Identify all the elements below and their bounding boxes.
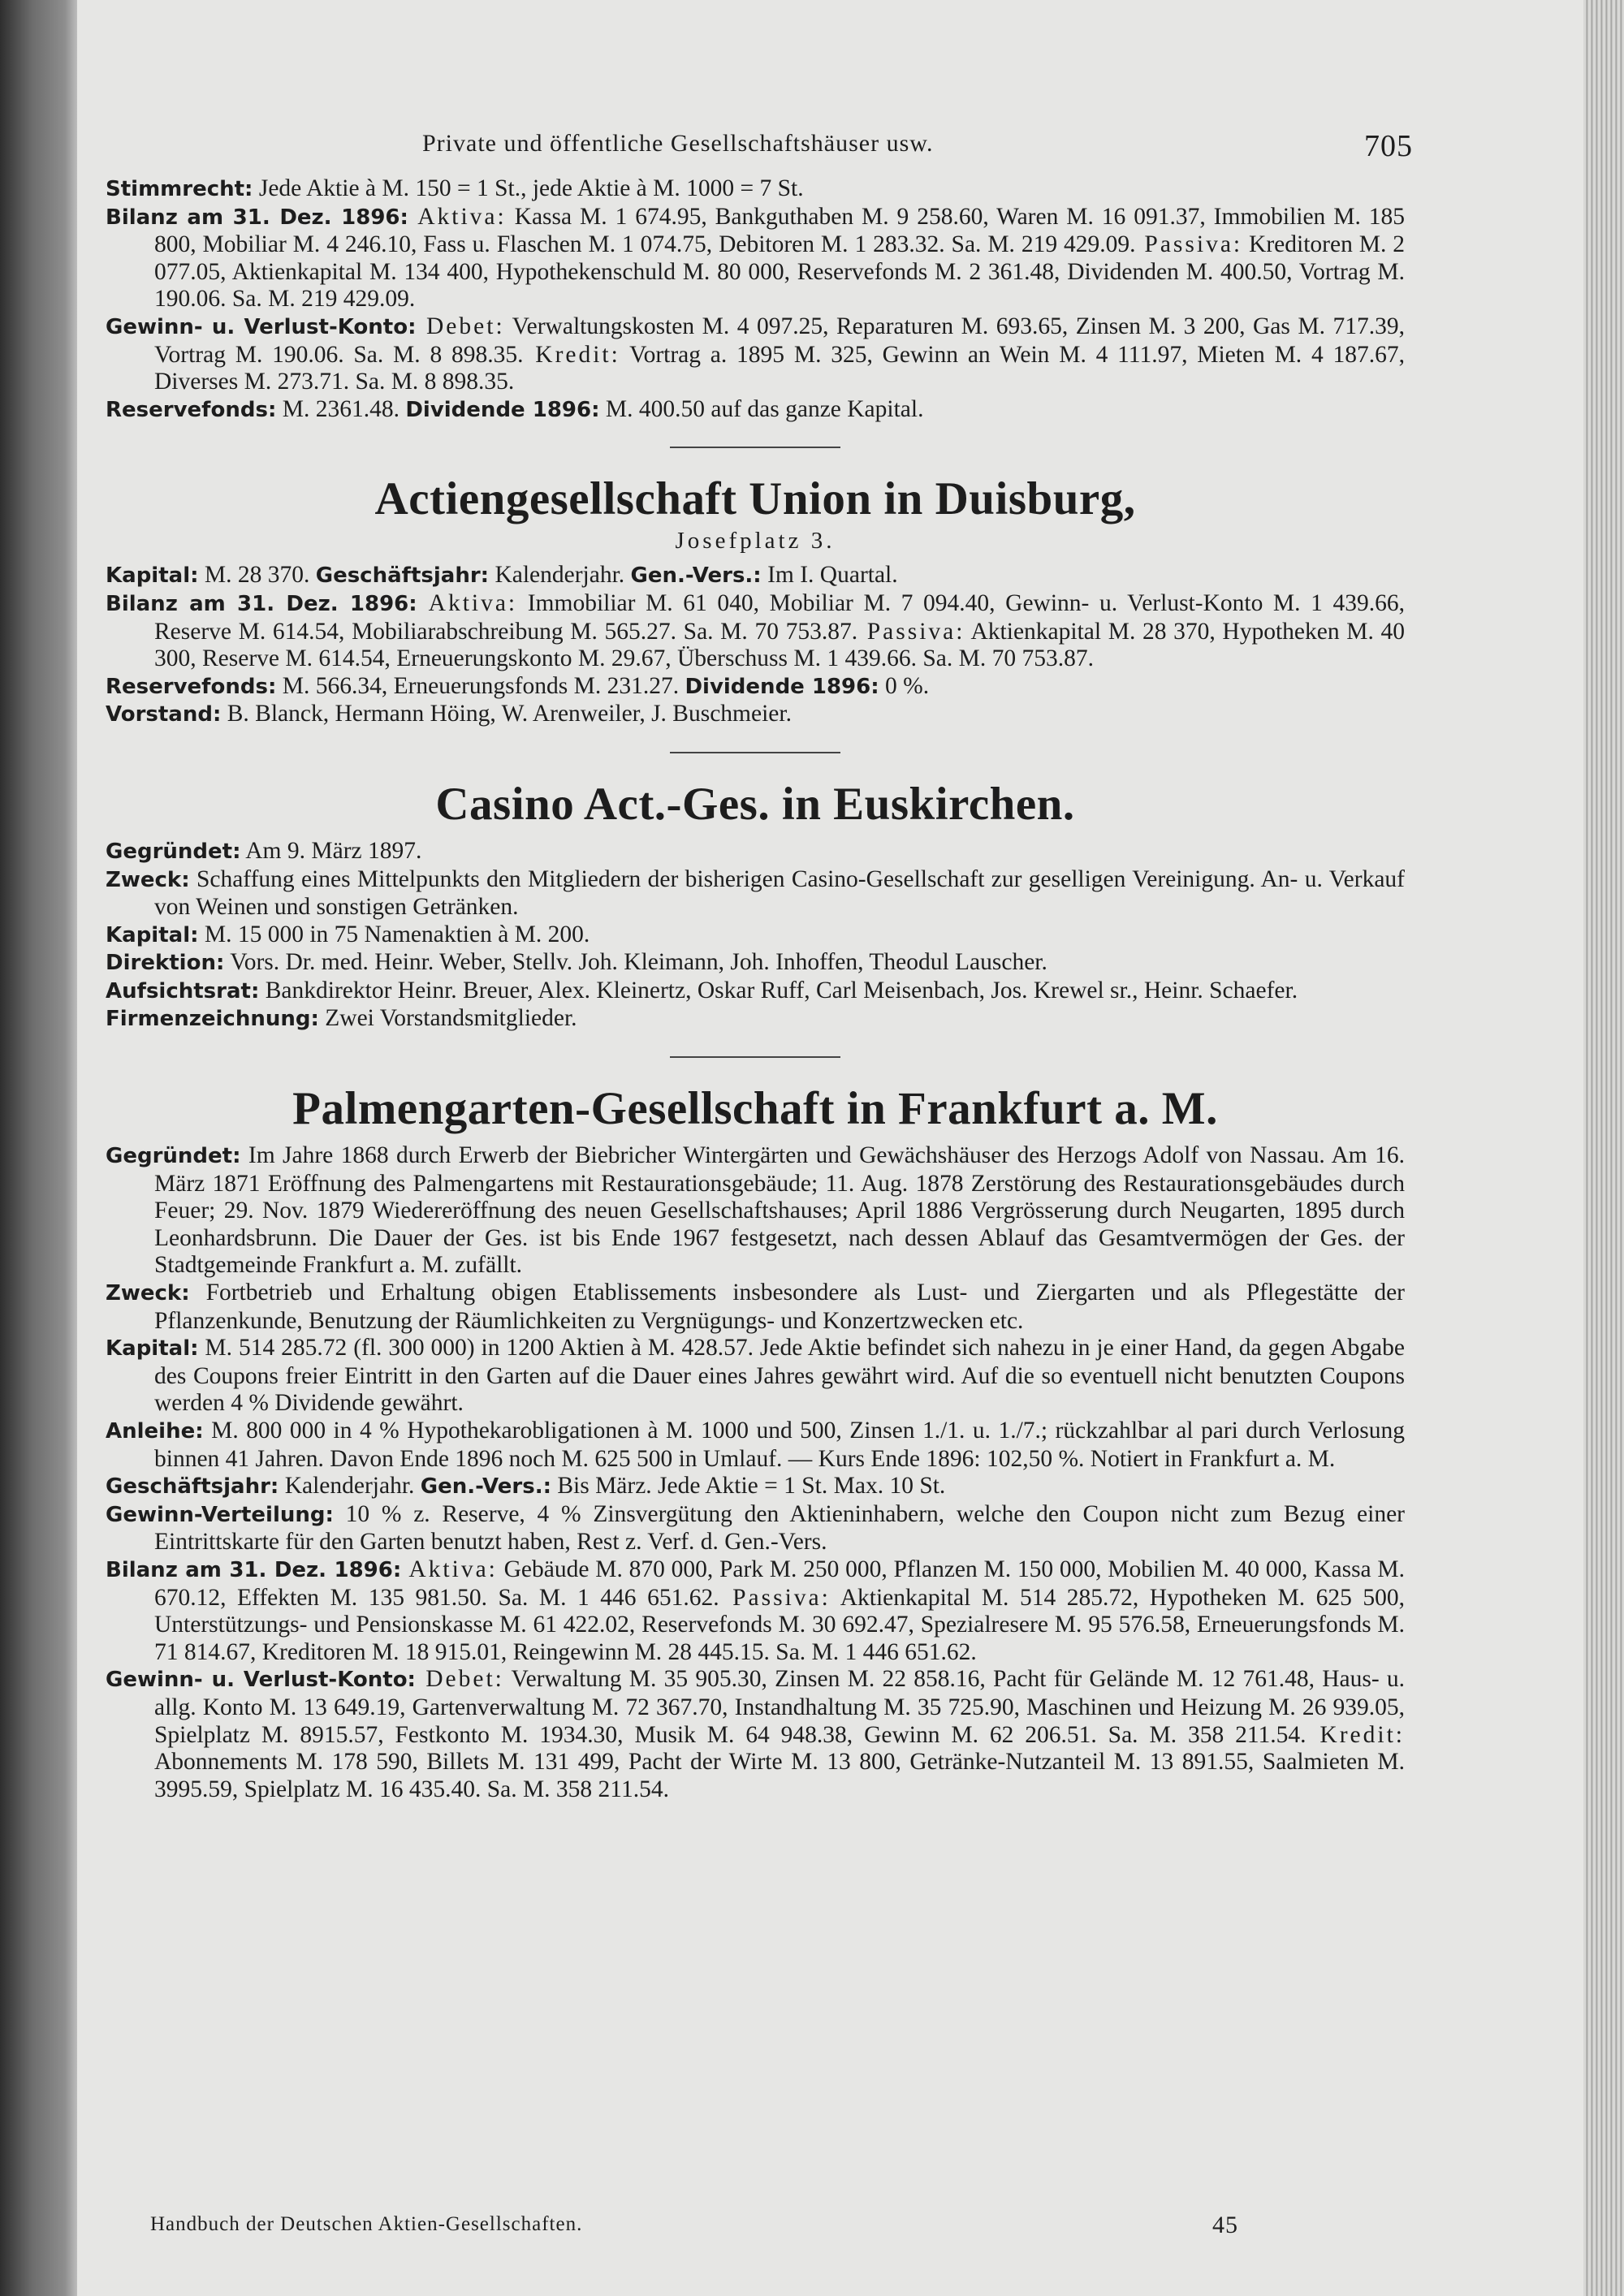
document-body [106,175,1405,1803]
entry-paragraph [106,673,1405,701]
field-key: Kapital: [106,1336,199,1362]
entry-paragraph [106,1335,1405,1418]
signature-mark: 45 [1212,2212,1238,2238]
footer-title: Handbuch der Deutschen Aktien-Gesellschaften. [150,2213,583,2235]
field-key: Aufsichtsrat: [106,978,260,1003]
field-text: Vortrag a. 1895 M. 325, Gewinn an Wein M. 4 111.97, Mieten M. 4 187.67, Diverses M. 273.71. Sa. M. 8 898.35. [154,341,1405,395]
field-text: Im I. Quartal. [761,562,898,589]
field-key: Zweck: [106,867,190,892]
field-key: Kapital: [106,922,199,947]
field-text: Vors. Dr. med. Heinr. Weber, Stellv. Joh. Kleimann, Joh. Inhoffen, Theodul Lauscher. [224,949,1047,976]
field-key: Gewinn- u. Verlust-Konto: [106,1668,416,1693]
account-side-label: Debet: [416,313,505,339]
field-text: Aktienkapital M. 514 285.72, Hypotheken M. 625 500, Unterstützungs- und Pensionskasse M. 61 422.02, Reservefonds M. 30 692.47, Spezialresere M. 95 576.58, Erneuerungsfonds M. 71 814.67, Kreditoren M. 18 915.01, Reingewinn M. 28 445.15. Sa. M. 1 446 651.62. [154,1584,1405,1665]
field-key: Vorstand: [106,702,222,727]
field-text: Kreditoren M. 2 077.05, Aktienkapital M. 134 400, Hypothekenschuld M. 80 000, Reservefonds M. 2 361.48, Dividenden M. 400.50, Vortrag M. 190.06. Sa. M. 219 429.09. [154,231,1406,313]
field-text: Zwei Vorstandsmitglieder. [318,1005,577,1032]
entry-paragraph [106,921,1405,950]
field-text: M. 514 285.72 (fl. 300 000) in 1200 Aktien à M. 428.57. Jede Aktie befindet sich nahezu in je einer Hand, da gegen Abgabe des Coupons freier Eintritt in den Garten auf die Dauer eines Jahres gewährt wird. Auf die so eventuell nicht benutzten Coupons werden 4 % Dividende gewährt. [154,1335,1405,1417]
field-text: Fortbetrieb und Erhaltung obigen Etablissements insbesondere als Lust- und Ziergarten und als Pflegestätte der Pflanzenkunde, Benutzung der Räumlichkeiten zu Vergnügungs- und Konzertzwecken etc. [154,1280,1405,1334]
field-text: Abonnements M. 178 590, Billets M. 131 499, Pacht der Wirte M. 13 800, Getränke-Nutzanteil M. 13 891.55, Saalmieten M. 3995.59, Spielplatz M. 16 435.40. Sa. M. 358 211.54. [154,1749,1405,1802]
account-side-label: Passiva: [1135,231,1243,258]
company-heading: Palmengarten-Gesellschaft in Frankfurt a. M. [292,1083,1218,1135]
entry-paragraph [106,590,1405,673]
account-side-label: Debet: [415,1666,504,1693]
field-text: M. 15 000 in 75 Namenaktien à M. 200. [198,921,590,947]
field-text: M. 800 000 in 4 % Hypothekarobligationen à M. 1000 und 500, Zinsen 1./1. u. 1./7.; rückzahlbar al pari durch Verlosung binnen 41 Jahren. Davon Ende 1896 noch M. 625 500 in Umlauf. — Kurs Ende 1896: 102,50 %. Notiert in Frankfurt a. M. [154,1418,1405,1472]
section-divider [670,1056,840,1058]
field-text: Kassa M. 1 674.95, Bankguthaben M. 9 258.60, Waren M. 16 091.37, Immobilien M. 185 800, Mobiliar M. 4 246.10, Fass u. Flaschen M. 1 074.75, Debitoren M. 1 283.32. Sa. M. 219 429.09. [154,203,1406,258]
entry-paragraph [106,313,1405,396]
section-divider [670,752,840,753]
entry-paragraph [106,1280,1405,1335]
account-side-label: Passiva: [719,1584,831,1611]
company-heading: Actiengesellschaft Union in Duisburg, [374,473,1136,525]
entry-paragraph [106,1501,1405,1556]
field-text: Gebäude M. 870 000, Park M. 250 000, Pflanzen M. 150 000, Mobilien M. 40 000, Kassa M. 670.12, Effekten M. 135 981.50. Sa. M. 1 446 651.62. [154,1556,1406,1611]
field-key: Gewinn- u. Verlust-Konto: [106,314,417,339]
field-key: Bilanz am 31. Dez. 1896: [106,1557,402,1582]
field-key: Zweck: [106,1281,190,1306]
company-entry [106,175,1405,424]
entry-paragraph [106,866,1405,921]
field-key: Geschäftsjahr: [315,563,490,589]
field-key: Reservefonds: [106,674,277,699]
field-text: Kalenderjahr. [489,562,631,589]
field-key: Bilanz am 31. Dez. 1896: [106,205,408,230]
company-entry [106,447,1405,729]
field-key: Gegründet: [106,1144,241,1169]
field-text: M. 400.50 auf das ganze Kapital. [599,395,924,422]
field-key: Dividende 1896: [685,674,879,699]
field-text: Bis März. Jede Aktie = 1 St. Max. 10 St. [551,1473,946,1500]
field-key: Firmenzeichnung: [106,1007,319,1032]
field-key: Stimmrecht: [106,177,253,201]
page-edges [1583,0,1624,2296]
field-key: Gen.-Vers.: [420,1474,551,1500]
field-text: Bankdirektor Heinr. Breuer, Alex. Kleinertz, Oskar Ruff, Carl Meisenbach, Jos. Krewel sr., Heinr. Schaefer. [259,977,1298,1003]
field-key: Direktion: [106,951,225,976]
entry-paragraph [106,1666,1405,1803]
field-text: Jede Aktie à M. 150 = 1 St., jede Aktie à M. 1000 = 7 St. [253,175,804,201]
company-entry [106,1056,1405,1803]
entry-paragraph [106,396,1405,425]
field-key: Geschäftsjahr: [106,1474,279,1500]
account-side-label: Kredit: [523,341,620,368]
field-text: B. Blanck, Hermann Höing, W. Arenweiler, J. Buschmeier. [221,701,792,727]
entry-paragraph [106,1418,1405,1473]
entry-paragraph [106,838,1405,866]
field-key: Bilanz am 31. Dez. 1896: [106,591,417,616]
field-key: Anleihe: [106,1419,204,1444]
field-text: Immobiliar M. 61 040, Mobiliar M. 7 094.40, Gewinn- u. Verlust-Konto M. 1 439.66, Reserve M. 614.54, Mobiliarabschreibung M. 565.27. Sa. M. 70 753.87. [154,589,1406,645]
running-head-title: Private und öffentliche Gesellschaftshäuser usw. [422,130,934,157]
entry-paragraph [106,1473,1405,1501]
page-footer [150,2213,1238,2236]
heading-spacer [106,1136,1405,1142]
company-heading: Casino Act.-Ges. in Euskirchen. [435,778,1075,830]
book-gutter [0,0,77,2296]
account-side-label: Aktiva: [408,203,507,230]
field-key: Gen.-Vers.: [630,563,762,589]
section-divider [670,447,840,448]
company-address: Josefplatz 3. [675,528,836,555]
field-text: Am 9. März 1897. [240,837,422,864]
field-key: Kapital: [106,563,199,589]
entry-paragraph [106,1005,1405,1034]
field-text: 10 % z. Reserve, 4 % Zinsvergütung den Aktieninhabern, welche den Coupon nicht zum Bezug einer Eintrittskarte für den Garten benutzt haben, Rest z. Verf. d. Gen.-Vers. [154,1500,1405,1556]
field-key: Gegründet: [106,839,241,864]
entry-paragraph [106,204,1405,313]
field-text: Schaffung eines Mittelpunkts den Mitgliedern der bisherigen Casino-Gesellschaft zur geselligen Vereinigung. An- u. Verkauf von Weinen und sonstigen Getränken. [154,865,1405,921]
heading-spacer [106,831,1405,838]
field-text: M. 2361.48. [276,395,406,422]
field-text: Im Jahre 1868 durch Erwerb der Biebricher Wintergärten und Gewächshäuser des Herzogs Adolf von Nassau. Am 16. März 1871 Eröffnung des Palmengartens mit Restaurationsgebäude; 11. Aug. 1878 Zerstörung des Restaurationsgebäudes durch Feuer; 29. Nov. 1879 Wiedereröffnung des neuen Gesellschaftshauses; April 1886 Vergrösserung durch Neugarten, 1895 durch Leonhardsbrunn. Die Dauer der Ges. ist bis Ende 1967 festgesetzt, nach dessen Ablauf das Gesamtvermögen der Ges. der Stadtgemeinde Frankfurt a. M. zufällt. [154,1142,1405,1279]
entry-paragraph [106,175,1405,204]
running-head [106,129,1413,175]
field-text: Kalenderjahr. [279,1473,421,1500]
field-text: Verwaltung M. 35 905.30, Zinsen M. 22 858.16, Pacht für Gelände M. 12 761.48, Haus- u. allg. Konto M. 13 649.19, Gartenverwaltung M. 72 367.70, Instandhaltung M. 35 725.90, Maschinen und Heizung M. 26 939.05, Spielplatz M. 8915.57, Festkonto M. 1934.30, Musik M. 64 948.38, Gewinn M. 62 206.51. Sa. M. 358 211.54. [154,1666,1406,1748]
page-content [106,129,1413,1803]
entry-paragraph [106,1142,1405,1280]
field-text: 0 %. [879,672,930,699]
account-side-label: Aktiva: [417,589,518,616]
account-side-label: Aktiva: [401,1556,498,1582]
account-side-label: Passiva: [857,618,965,645]
entry-paragraph [106,562,1405,590]
entry-paragraph [106,978,1405,1006]
field-text: M. 28 370. [198,562,316,589]
field-text: M. 566.34, Erneuerungsfonds M. 231.27. [276,672,685,699]
field-text: Aktienkapital M. 28 370, Hypotheken M. 40 300, Reserve M. 614.54, Erneuerungskonto M. 29.67, Überschuss M. 1 439.66. Sa. M. 70 753.87. [154,618,1406,672]
entry-paragraph [106,701,1405,729]
entry-paragraph [106,1556,1405,1666]
field-text: Verwaltungskosten M. 4 097.25, Reparaturen M. 693.65, Zinsen M. 3 200, Gas M. 717.39, Vortrag M. 190.06. Sa. M. 8 898.35. [154,313,1405,368]
company-entry [106,752,1405,1034]
page-number: 705 [1364,129,1413,163]
entry-paragraph [106,949,1405,978]
account-side-label: Kredit: [1306,1721,1405,1748]
field-key: Gewinn-Verteilung: [106,1502,334,1527]
field-key: Dividende 1896: [405,397,600,422]
field-key: Reservefonds: [106,397,277,422]
